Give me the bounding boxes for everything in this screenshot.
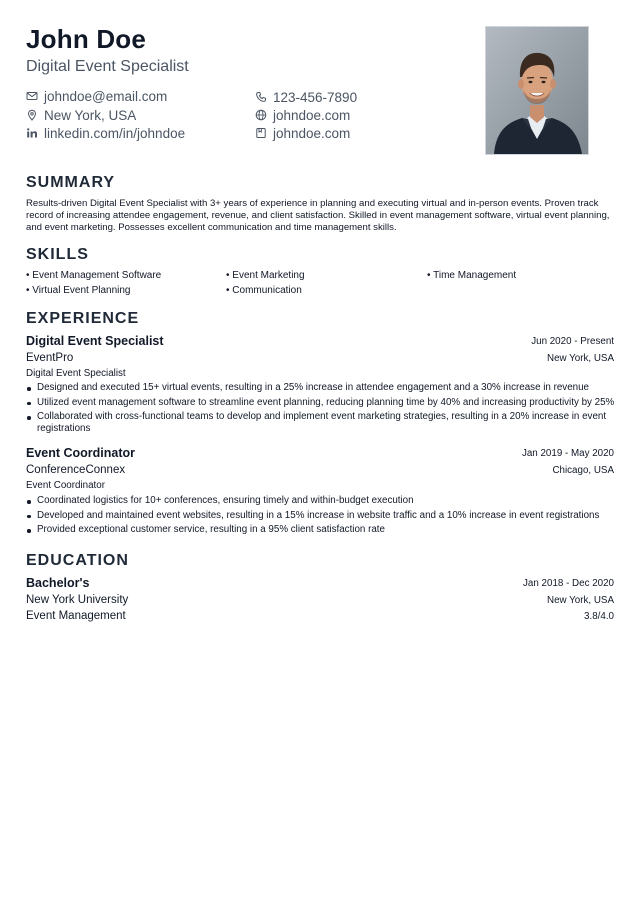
job-location: New York, USA bbox=[547, 353, 614, 364]
linkedin-icon bbox=[26, 127, 38, 139]
list-item: Developed and maintained event websites, resulting in a 15% increase in website traffic and a 10% increase in event registrations bbox=[26, 510, 616, 522]
globe-icon bbox=[255, 109, 267, 121]
degree: Bachelor's bbox=[26, 576, 90, 590]
contact-phone[interactable] bbox=[255, 88, 357, 106]
job-bullets bbox=[26, 495, 616, 539]
experience-heading: EXPERIENCE bbox=[26, 310, 140, 327]
location-pin-icon bbox=[26, 109, 38, 121]
education-heading: EDUCATION bbox=[26, 552, 129, 569]
job-dates: Jan 2019 - May 2020 bbox=[521, 448, 614, 459]
skill-item: • Virtual Event Planning bbox=[26, 285, 131, 296]
candidate-name: John Doe bbox=[26, 24, 147, 54]
job-dates: Jun 2020 - Present bbox=[531, 336, 614, 347]
job-company: ConferenceConnex bbox=[26, 464, 126, 476]
list-item: Collaborated with cross-functional teams to develop and implement event marketing strategies, resulting in a 20% increase in event registrations bbox=[26, 411, 616, 435]
contact-website[interactable] bbox=[255, 106, 350, 124]
mail-icon bbox=[26, 90, 38, 102]
summary-heading: SUMMARY bbox=[26, 174, 116, 191]
candidate-title: Digital Event Specialist bbox=[26, 58, 189, 75]
field-of-study: Event Management bbox=[26, 610, 126, 622]
job-bullets bbox=[26, 382, 616, 438]
education-dates: Jan 2018 - Dec 2020 bbox=[523, 578, 614, 589]
email-text: johndoe@email.com bbox=[44, 88, 168, 104]
skill-item: • Event Marketing bbox=[226, 270, 305, 281]
phone-text: 123-456-7890 bbox=[273, 89, 358, 105]
person-portrait-icon bbox=[486, 27, 588, 154]
location-text: New York, USA bbox=[44, 107, 137, 123]
list-item: Designed and executed 15+ virtual events, resulting in a 25% increase in attendee engagement and a 30% increase in revenue bbox=[26, 382, 616, 394]
portfolio-icon bbox=[255, 127, 267, 139]
list-item: Coordinated logistics for 10+ conferences, ensuring timely and within-budget execution bbox=[26, 495, 616, 507]
job-company: EventPro bbox=[26, 352, 74, 364]
contact-linkedin[interactable] bbox=[26, 124, 185, 142]
contact-email[interactable] bbox=[26, 87, 167, 105]
linkedin-text: linkedin.com/in/johndoe bbox=[44, 125, 186, 141]
school-location: New York, USA bbox=[547, 595, 614, 606]
contact-portfolio[interactable] bbox=[255, 124, 350, 142]
website-text: johndoe.com bbox=[273, 107, 351, 123]
skills-heading: SKILLS bbox=[26, 246, 89, 263]
job-role: Digital Event Specialist bbox=[26, 368, 126, 379]
contact-location bbox=[26, 106, 136, 124]
job-role: Event Coordinator bbox=[26, 480, 105, 491]
job-title: Event Coordinator bbox=[26, 446, 136, 460]
portfolio-text: johndoe.com bbox=[273, 125, 351, 141]
skill-item: • Event Management Software bbox=[26, 270, 162, 281]
skill-item: • Time Management bbox=[427, 270, 517, 281]
job-location: Chicago, USA bbox=[552, 465, 614, 476]
school-name: New York University bbox=[26, 594, 129, 606]
profile-photo bbox=[485, 26, 589, 155]
list-item: Utilized event management software to streamline event planning, reducing planning time by 40% and increasing productivity by 25% bbox=[26, 397, 616, 409]
skill-item: • Communication bbox=[226, 285, 302, 296]
phone-icon bbox=[255, 91, 267, 103]
job-title: Digital Event Specialist bbox=[26, 334, 164, 348]
gpa: 3.8/4.0 bbox=[584, 611, 614, 622]
list-item: Provided exceptional customer service, resulting in a 95% client satisfaction rate bbox=[26, 524, 616, 536]
summary-text: Results-driven Digital Event Specialist with 3+ years of experience in planning and executing virtual and in-person events. Proven track record of increasing attendee engagement, revenue, and client satisfaction. Skilled in event management software, virtual event planning, and event marketing. Possesses excellent communication and time management skills. bbox=[26, 198, 610, 233]
